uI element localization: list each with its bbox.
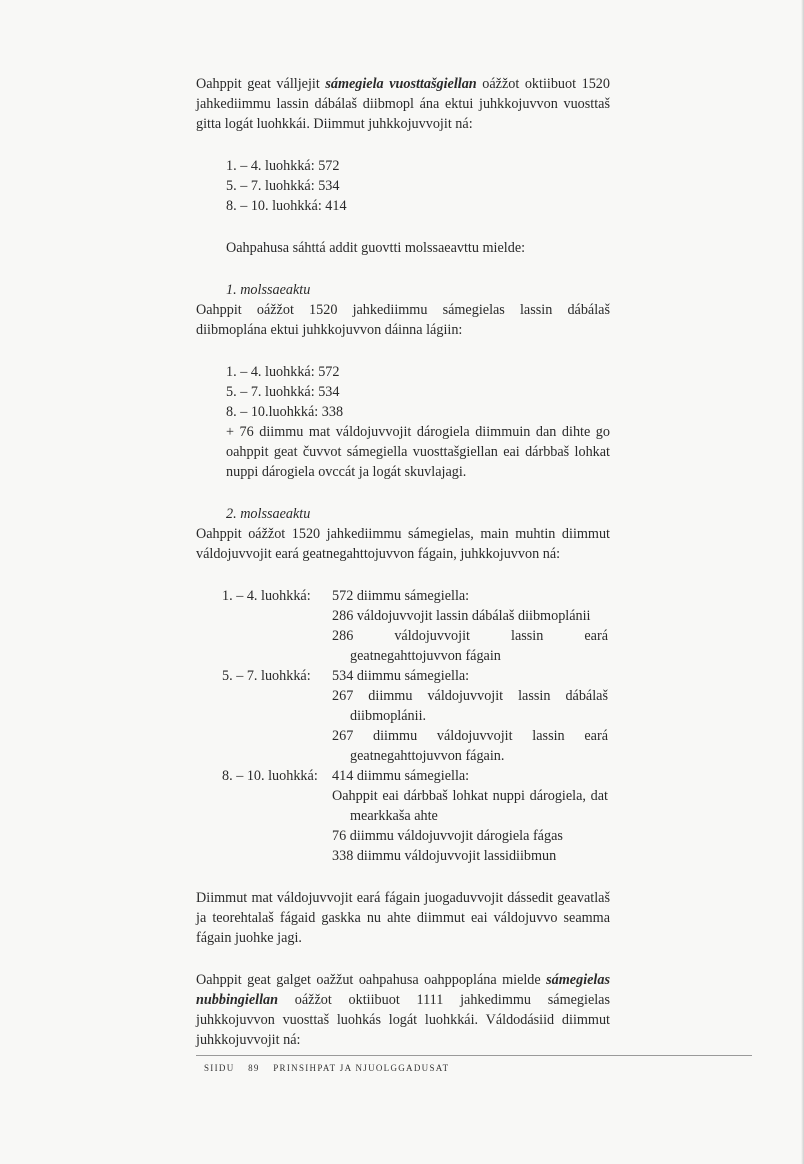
detail-line: Oahppit eai dárbbaš lohkat nuppi dárogiela, dat mearkkaša ahte [332,788,608,824]
text-segment: oážžot oktiibuot 1520 jahkediimmu lassin dábálaš diibmopl ána ektui juhkkojuvvon vuosttaš gitta logát luohkkái. Diimmut juhkkojuvvojit ná: [196,76,610,132]
list-item: 5. – 7. luohkká: 534 [226,384,340,400]
table-row [222,666,608,766]
option-2-heading: 2. molssaeaktu [226,506,311,522]
text-segment: oážžot oktiibuot 1111 jahkedimmu sámegielas juhkkojuvvon vuosttaš luohkás logát luohkkái. Váldodásiid diimmut juhkkojuvvojit ná: [196,992,610,1048]
footer-divider [196,1055,752,1056]
detail-line: 414 diimmu sámegiella: [332,768,470,784]
row-label: 5. – 7. luohkká: [222,668,311,684]
options-intro: Oahpahusa sáhttá addit guovtti molssaeavttu mielde: [226,240,526,256]
detail-line: 286 váldojuvvojit lassin dábálaš diibmoplánii [332,608,591,624]
list-item: 8. – 10. luohkká: 414 [226,198,347,214]
option-1-text: Oahppit oážžot 1520 jahkediimmu sámegielas lassin dábálaš diibmoplána ektui juhkkojuvvon dáinna lágiin: [196,302,610,338]
table-row [222,766,608,866]
table-row [222,586,608,666]
option-2-text: Oahppit oážžot 1520 jahkediimmu sámegielas, main muhtin diimmut váldojuvvojit eará geatnegahttojuvvon fágain, juhkkojuvvon ná: [196,526,610,562]
paragraph-first-language [196,74,610,134]
detail-line: 534 diimmu sámegiella: [332,668,470,684]
paragraph-second-language [196,970,610,1050]
hours-list-1 [196,156,610,216]
row-label: 1. – 4. luohkká: [222,588,311,604]
footer-title: PRINSIHPAT JA NJUOLGGADUSAT [273,1063,450,1073]
option-1-note: + 76 diimmu mat váldojuvvojit dárogiela diimmuin dan dihte go oahppit geat čuvvot sámegiella vuosttašgiellan eai dárbbaš lohkat nuppi dárogiela ovccát ja logát skuvlajagi. [226,424,610,480]
page-footer [204,1063,459,1073]
emphasis-term: sámegielas nubbingiellan [196,972,610,1008]
footer-section: SIIDU [204,1063,235,1073]
detail-line: 572 diimmu sámegiella: [332,588,470,604]
row-details [332,766,608,866]
option-1-heading: 1. molssaeaktu [226,282,311,298]
row-details [332,586,608,666]
row-label: 8. – 10. luohkká: [222,768,318,784]
detail-line: 267 diimmu váldojuvvojit lassin eará geatnegahttojuvvon fágain. [332,728,608,764]
list-item: 5. – 7. luohkká: 534 [226,178,340,194]
option-1-list [196,362,610,482]
list-item: 8. – 10.luohkká: 338 [226,404,344,420]
row-details [332,666,608,766]
list-item: 1. – 4. luohkká: 572 [226,158,340,174]
list-item: 1. – 4. luohkká: 572 [226,364,340,380]
detail-line: 338 diimmu váldojuvvojit lassidiibmun [332,848,557,864]
option-2-table [222,586,608,866]
detail-line: 76 diimmu váldojuvvojit dárogiela fágas [332,828,563,844]
page-number: 89 [248,1063,260,1073]
detail-line: 267 diimmu váldojuvvojit lassin dábálaš diibmoplánii. [332,688,608,724]
paragraph-distribution: Diimmut mat váldojuvvojit eará fágain juogaduvvojit dássedit geavatlaš ja teorehtalaš fágaid gaskka nu ahte diimmut eai váldojuvvo seamma fágain juohke jagi. [196,890,610,946]
emphasis-term: sámegiela vuosttašgiellan [325,76,477,92]
text-segment: Oahppit geat galget oažžut oahpahusa oahppoplána mielde [196,972,547,988]
document-body [196,74,610,1050]
detail-line: 286 váldojuvvojit lassin eará geatnegahttojuvvon fágain [332,628,608,664]
text-segment: Oahppit geat válljejit [196,76,326,92]
